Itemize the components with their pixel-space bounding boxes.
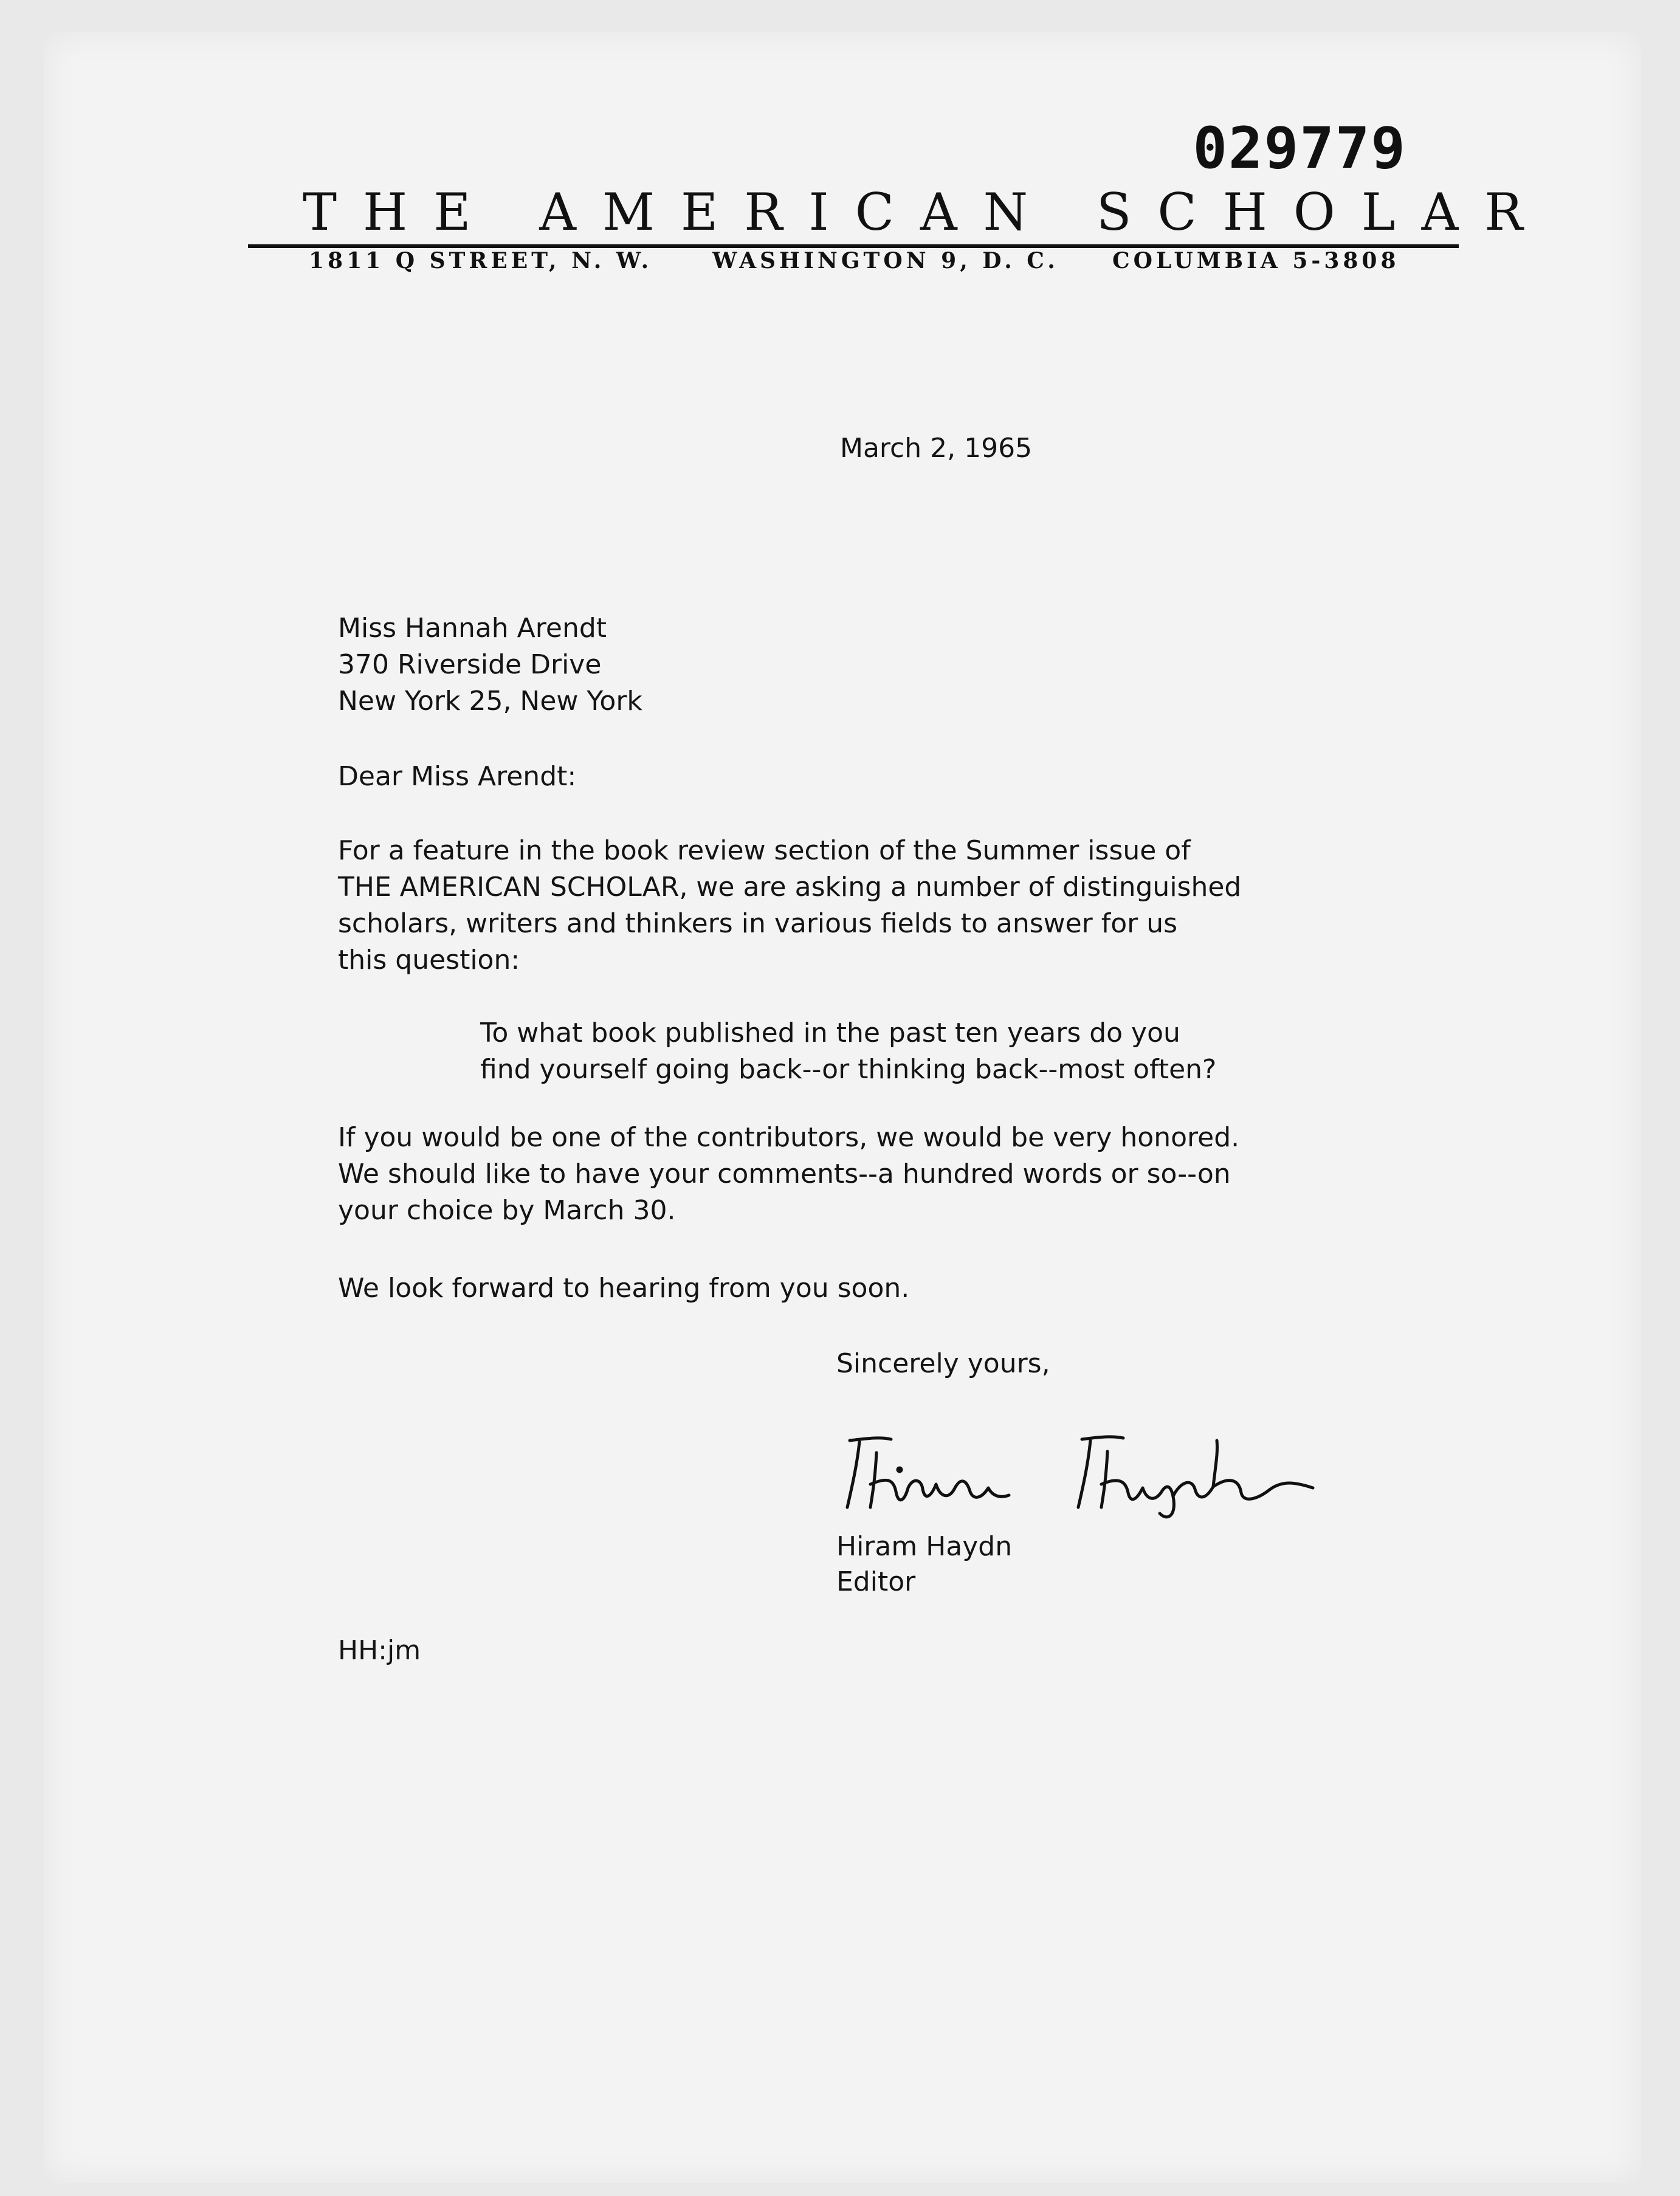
recipient-name: Miss Hannah Arendt (338, 613, 607, 644)
paragraph-1 (338, 833, 1241, 979)
paragraph-line: scholars, writers and thinkers in various fields to answer for us (338, 908, 1178, 939)
paragraph-line: this question: (338, 945, 520, 976)
masthead-title: THE AMERICAN SCHOLAR (303, 182, 1549, 242)
question-block (480, 1015, 1216, 1088)
recipient-city: New York 25, New York (338, 686, 642, 717)
signer-title: Editor (836, 1566, 916, 1597)
paragraph-3: We look forward to hearing from you soon. (338, 1273, 910, 1304)
letterhead-phone: COLUMBIA 5-3808 (1112, 248, 1400, 274)
paragraph-2 (338, 1120, 1239, 1229)
letterhead-city: WASHINGTON 9, D. C. (712, 248, 1059, 274)
letter-date: March 2, 1965 (840, 433, 1033, 464)
question-line: To what book published in the past ten years do you (480, 1017, 1180, 1048)
letter-sheet (44, 32, 1641, 2183)
document-number: 029779 (1193, 115, 1406, 182)
paragraph-line: We should like to have your comments--a hundred words or so--on (338, 1158, 1231, 1189)
signer-block (836, 1529, 1012, 1600)
letterhead-street: 1811 Q STREET, N. W. (309, 248, 653, 274)
paragraph-line: For a feature in the book review section of the Summer issue of (338, 835, 1191, 866)
recipient-street: 370 Riverside Drive (338, 649, 602, 680)
paragraph-line: If you would be one of the contributors, we would be very honored. (338, 1122, 1240, 1153)
question-line: find yourself going back--or thinking back--most often? (480, 1054, 1217, 1085)
handwritten-signature (833, 1416, 1319, 1520)
salutation: Dear Miss Arendt: (338, 761, 577, 792)
paragraph-line: your choice by March 30. (338, 1195, 676, 1226)
closing: Sincerely yours, (836, 1348, 1050, 1379)
typist-initials: HH:jm (338, 1635, 421, 1666)
recipient-block (338, 610, 642, 720)
paragraph-line: THE AMERICAN SCHOLAR, we are asking a number of distinguished (338, 872, 1242, 903)
signer-name: Hiram Haydn (836, 1531, 1013, 1562)
